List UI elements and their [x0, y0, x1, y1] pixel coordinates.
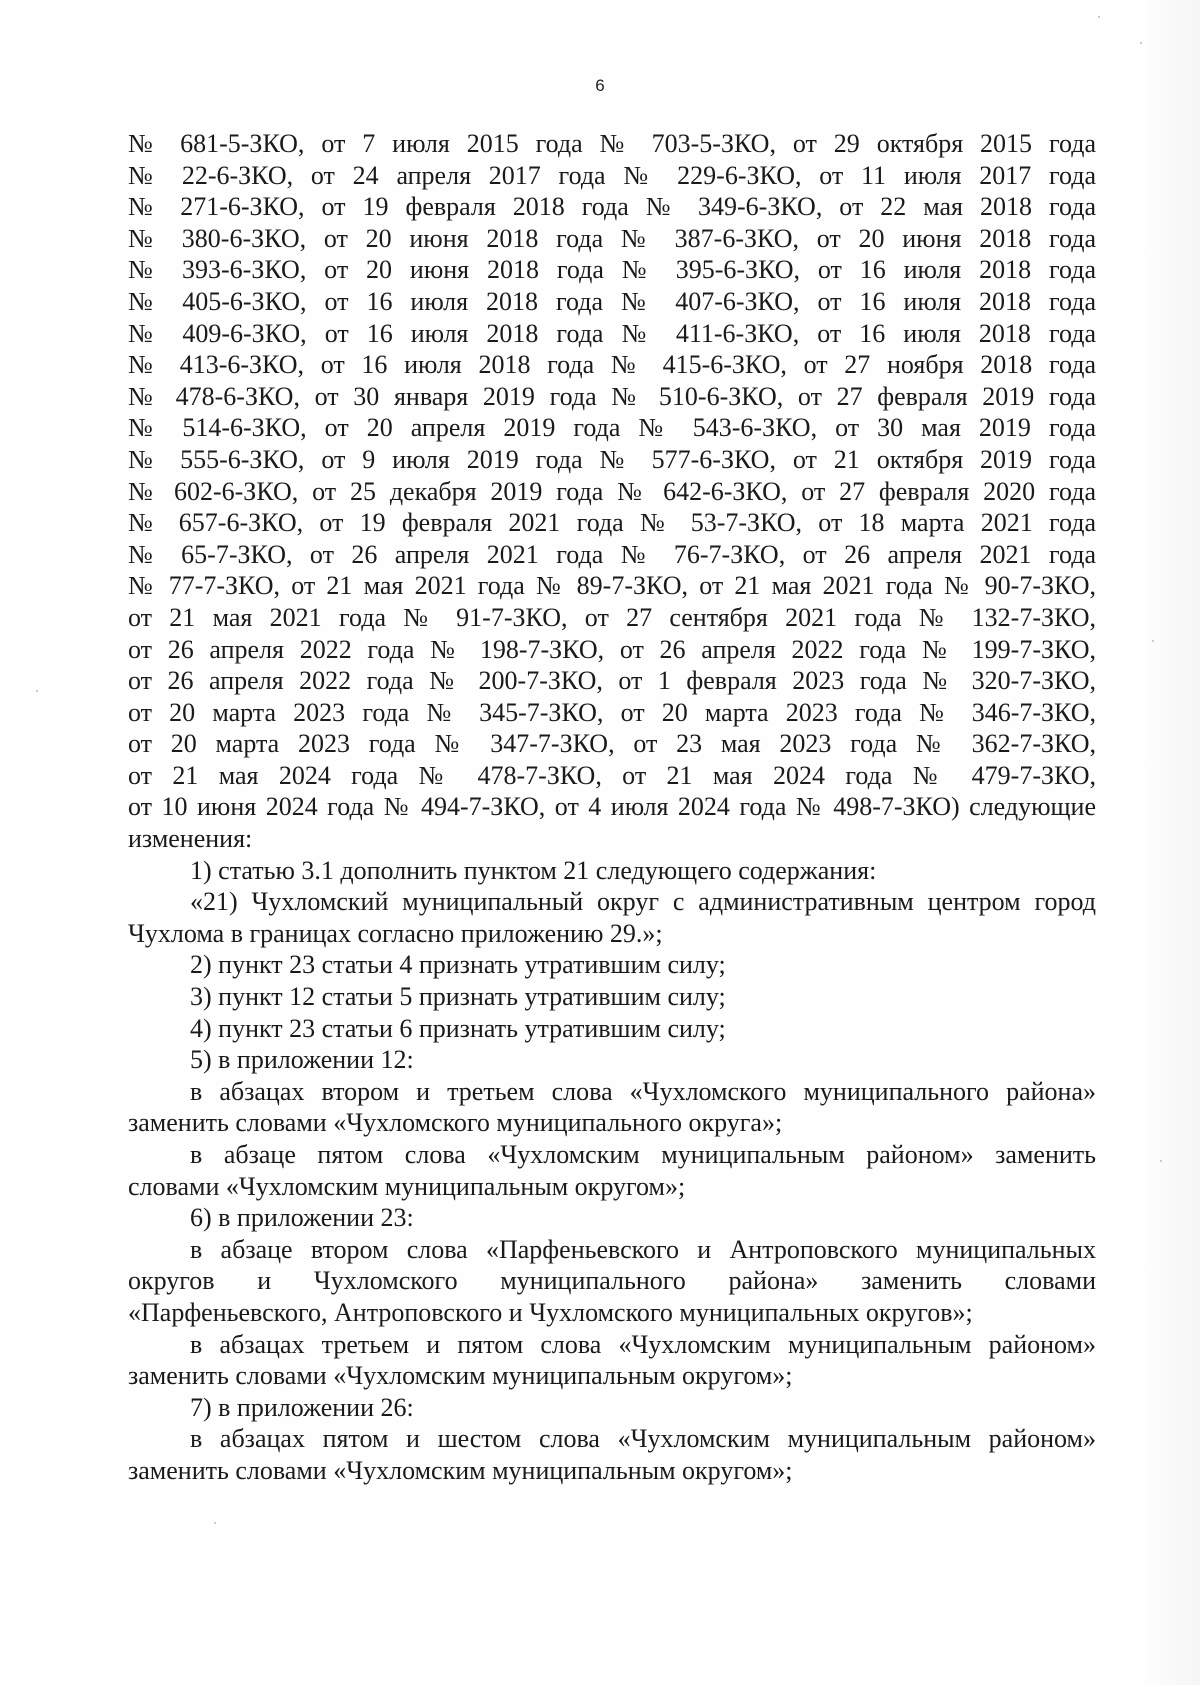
text-line: № 478-6-ЗКО, от 30 января 2019 года № 510-6-ЗКО, от 27 февраля 2019 года [128, 381, 1096, 411]
text-line: от 21 мая 2021 года № 91-7-ЗКО, от 27 сентября 2021 года № 132-7-ЗКО, [128, 602, 1096, 632]
scan-edge-shadow [1140, 0, 1200, 1685]
scan-speck [214, 1522, 216, 1524]
scan-speck [1152, 640, 1154, 642]
text-line: № 657-6-ЗКО, от 19 февраля 2021 года № 53-7-ЗКО, от 18 марта 2021 года [128, 508, 1096, 538]
text-line: «Парфеньевского, Антроповского и Чухломского муниципальных округов»; [128, 1297, 973, 1327]
text-line: заменить словами «Чухломским муниципальным округом»; [128, 1455, 793, 1485]
text-line: заменить словами «Чухломским муниципальным округом»; [128, 1361, 793, 1391]
text-line: № 65-7-ЗКО, от 26 апреля 2021 года № 76-7-ЗКО, от 26 апреля 2021 года [128, 539, 1096, 569]
text-line: № 77-7-ЗКО, от 21 мая 2021 года № 89-7-ЗКО, от 21 мая 2021 года № 90-7-ЗКО, [128, 571, 1096, 601]
text-line: от 26 апреля 2022 года № 200-7-ЗКО, от 1 февраля 2023 года № 320-7-ЗКО, [128, 666, 1096, 696]
text-line: изменения: [128, 824, 253, 854]
text-line: «21) Чухломский муниципальный округ с административным центром город [190, 887, 1096, 917]
page-number: 6 [595, 76, 605, 95]
document-body [128, 128, 1096, 1487]
text-line: № 271-6-ЗКО, от 19 февраля 2018 года № 349-6-ЗКО, от 22 мая 2018 года [128, 192, 1096, 222]
list-item: 4) пункт 23 статьи 6 признать утратившим силу; [190, 1013, 726, 1043]
text-line: № 405-6-ЗКО, от 16 июля 2018 года № 407-6-ЗКО, от 16 июля 2018 года [128, 286, 1096, 316]
text-line: № 555-6-ЗКО, от 9 июля 2019 года № 577-6-ЗКО, от 21 октября 2019 года [128, 444, 1096, 474]
text-line: в абзаце пятом слова «Чухломским муниципальным районом» заменить [190, 1140, 1096, 1169]
text-line: № 393-6-ЗКО, от 20 июня 2018 года № 395-6-ЗКО, от 16 июля 2018 года [128, 255, 1096, 285]
text-line: в абзаце втором слова «Парфеньевского и Антроповского муниципальных [190, 1234, 1096, 1264]
text-line: от 20 марта 2023 года № 347-7-ЗКО, от 23 мая 2023 года № 362-7-ЗКО, [128, 729, 1096, 759]
list-item: 6) в приложении 23: [190, 1203, 414, 1233]
text-line: от 10 июня 2024 года № 494-7-ЗКО, от 4 июля 2024 года № 498-7-ЗКО) следующие [128, 792, 1096, 822]
text-line: Чухлома в границах согласно приложению 29.»; [128, 918, 663, 948]
text-line: № 514-6-ЗКО, от 20 апреля 2019 года № 543-6-ЗКО, от 30 мая 2019 года [128, 413, 1096, 443]
text-line: в абзацах третьем и пятом слова «Чухломским муниципальным районом» [190, 1329, 1096, 1359]
scan-speck [1098, 16, 1100, 18]
list-item: 1) статью 3.1 дополнить пунктом 21 следующего содержания: [190, 855, 877, 885]
text-line: № 409-6-ЗКО, от 16 июля 2018 года № 411-6-ЗКО, от 16 июля 2018 года [128, 318, 1096, 348]
text-line: словами «Чухломским муниципальным округом»; [128, 1171, 686, 1201]
text-line: заменить словами «Чухломского муниципального округа»; [128, 1108, 783, 1138]
text-line: № 413-6-ЗКО, от 16 июля 2018 года № 415-6-ЗКО, от 27 ноября 2018 года [128, 350, 1096, 380]
scan-speck [36, 690, 38, 692]
scan-speck [1140, 42, 1142, 44]
text-line: от 20 марта 2023 года № 345-7-ЗКО, от 20 марта 2023 года № 346-7-ЗКО, [128, 697, 1096, 727]
text-line: от 21 мая 2024 года № 478-7-ЗКО, от 21 мая 2024 года № 479-7-ЗКО, [128, 760, 1096, 790]
text-line: № 602-6-ЗКО, от 25 декабря 2019 года № 642-6-ЗКО, от 27 февраля 2020 года [128, 476, 1096, 506]
list-item: 5) в приложении 12: [190, 1045, 414, 1075]
text-line: от 26 апреля 2022 года № 198-7-ЗКО, от 26 апреля 2022 года № 199-7-ЗКО, [128, 634, 1096, 664]
list-item: 2) пункт 23 статьи 4 признать утратившим силу; [190, 950, 726, 980]
text-line: № 681-5-ЗКО, от 7 июля 2015 года № 703-5-ЗКО, от 29 октября 2015 года [128, 129, 1096, 158]
text-line: № 22-6-ЗКО, от 24 апреля 2017 года № 229-6-ЗКО, от 11 июля 2017 года [128, 160, 1096, 190]
text-line: № 380-6-ЗКО, от 20 июня 2018 года № 387-6-ЗКО, от 20 июня 2018 года [128, 223, 1096, 253]
scan-speck [1160, 1160, 1162, 1162]
list-item: 3) пункт 12 статьи 5 признать утратившим силу; [190, 982, 726, 1012]
text-line: в абзацах втором и третьем слова «Чухломского муниципального района» [190, 1076, 1096, 1106]
text-line: округов и Чухломского муниципального района» заменить словами [128, 1266, 1096, 1296]
text-line: в абзацах пятом и шестом слова «Чухломским муниципальным районом» [190, 1424, 1096, 1454]
list-item: 7) в приложении 26: [190, 1392, 414, 1422]
